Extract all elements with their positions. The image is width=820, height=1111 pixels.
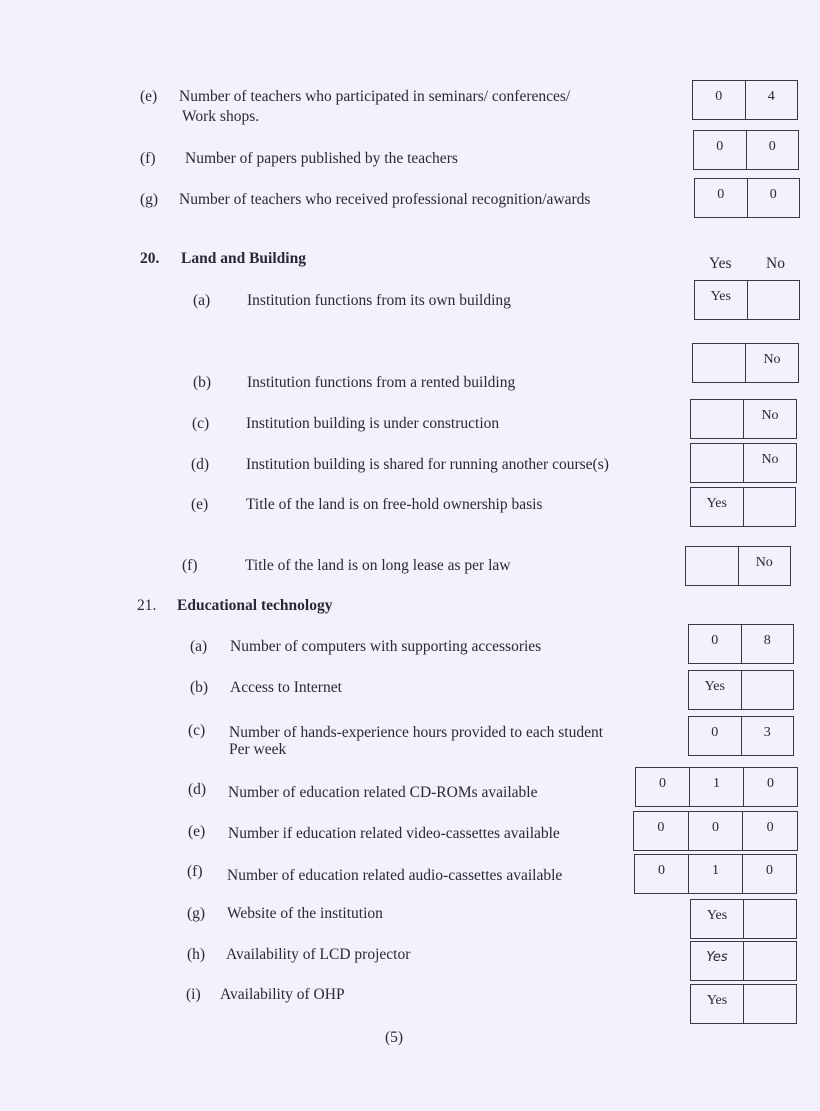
item-label: (d) xyxy=(188,781,207,798)
answer-cell: 0 xyxy=(743,768,797,806)
item-text: Access to Internet xyxy=(230,679,342,696)
answer-cell: 0 xyxy=(658,863,665,878)
answer-cell xyxy=(686,547,738,585)
item-text: Institution functions from a rented building xyxy=(247,374,516,391)
item-label: (a) xyxy=(193,292,211,309)
answer-cell: 0 xyxy=(746,131,799,169)
answer-box xyxy=(688,624,794,664)
item-text: Institution building is shared for running another course(s) xyxy=(246,456,609,473)
answer-cell xyxy=(743,942,796,980)
item-label: (f) xyxy=(140,150,156,167)
answer-cell: 0 xyxy=(657,820,665,835)
item-label: (b) xyxy=(193,374,212,391)
item-text-line2: Per week xyxy=(229,741,287,758)
answer-cell: 0 xyxy=(711,725,719,740)
item-text: Institution building is under construction xyxy=(246,415,500,432)
item-text: Number of education related audio-cassettes available xyxy=(227,867,563,884)
answer-cell xyxy=(693,344,745,382)
item-text: Number of hands-experience hours provided to each student xyxy=(229,724,604,741)
item-label: (f) xyxy=(182,557,198,574)
answer-cell: 0 xyxy=(716,139,724,154)
item-text: Number of teachers who participated in seminars/ conferences/ xyxy=(179,88,571,105)
answer-cell: 1 xyxy=(689,768,743,806)
answer-box xyxy=(690,941,797,981)
answer-cell xyxy=(741,671,794,709)
answer-cell: 0 xyxy=(742,855,796,893)
answer-box xyxy=(685,546,791,586)
item-label: (f) xyxy=(187,863,203,880)
item-text: Number of teachers who received professional recognition/awards xyxy=(179,191,591,208)
item-label: (c) xyxy=(188,722,206,739)
item-text: Title of the land is on free-hold ownership basis xyxy=(246,496,543,513)
answer-cell xyxy=(743,488,796,526)
answer-cell: Yes xyxy=(704,679,725,694)
answer-box xyxy=(633,811,798,851)
answer-cell: 0 xyxy=(717,187,725,202)
answer-cell xyxy=(743,985,796,1023)
answer-box xyxy=(692,343,799,383)
answer-cell: Yes xyxy=(706,496,727,511)
answer-cell xyxy=(691,444,743,482)
answer-cell: 0 xyxy=(659,776,666,791)
item-label: (a) xyxy=(190,638,208,655)
item-text-line2: Work shops. xyxy=(182,108,260,125)
answer-box xyxy=(690,984,797,1024)
answer-cell: 3 xyxy=(741,717,794,755)
item-text: Number of education related CD-ROMs available xyxy=(228,784,538,801)
answer-cell-handwritten: Yes xyxy=(706,950,728,965)
page-number: (5) xyxy=(385,1029,404,1046)
item-label: (e) xyxy=(140,88,158,105)
answer-box xyxy=(692,80,798,120)
answer-box xyxy=(694,280,800,320)
answer-cell: Yes xyxy=(706,993,728,1008)
section-number: 20. xyxy=(140,250,160,267)
answer-cell: No xyxy=(745,344,798,382)
answer-box xyxy=(634,854,797,894)
answer-box xyxy=(635,767,798,807)
item-text: Availability of LCD projector xyxy=(226,946,411,963)
answer-cell: 1 xyxy=(688,855,742,893)
answer-box xyxy=(688,716,794,756)
item-text: Title of the land is on long lease as per law xyxy=(245,557,511,574)
answer-cell: No xyxy=(738,547,791,585)
answer-cell: 0 xyxy=(711,633,719,648)
item-label: (i) xyxy=(186,986,201,1003)
item-label: (g) xyxy=(187,905,206,922)
item-text: Availability of OHP xyxy=(220,986,345,1003)
section-title: Educational technology xyxy=(177,597,333,614)
item-label: (c) xyxy=(192,415,210,432)
item-label: (d) xyxy=(191,456,210,473)
item-text: Website of the institution xyxy=(227,905,383,922)
answer-box xyxy=(690,899,797,939)
item-label: (e) xyxy=(191,496,209,513)
answer-cell: No xyxy=(743,400,796,438)
answer-cell: 0 xyxy=(688,812,743,850)
item-label: (g) xyxy=(140,191,159,208)
answer-box xyxy=(690,399,797,439)
answer-box xyxy=(693,130,799,170)
answer-box xyxy=(688,670,794,710)
answer-cell: Yes xyxy=(710,289,731,304)
column-header-yes: Yes xyxy=(709,255,732,272)
item-label: (h) xyxy=(187,946,206,963)
answer-cell: 4 xyxy=(745,81,798,119)
item-label: (b) xyxy=(190,679,209,696)
answer-cell: 0 xyxy=(742,812,797,850)
answer-cell xyxy=(747,281,800,319)
column-header-no: No xyxy=(766,255,785,272)
answer-cell: No xyxy=(743,444,796,482)
answer-box xyxy=(690,443,797,483)
answer-cell: Yes xyxy=(706,908,728,923)
item-text: Number if education related video-cassettes available xyxy=(228,825,560,842)
answer-cell: 0 xyxy=(715,89,723,104)
section-title: Land and Building xyxy=(181,250,306,267)
answer-cell: 8 xyxy=(741,625,794,663)
answer-cell: 0 xyxy=(747,179,800,217)
section-number: 21. xyxy=(137,597,157,614)
answer-cell xyxy=(691,400,743,438)
item-label: (e) xyxy=(188,823,206,840)
answer-box xyxy=(690,487,796,527)
answer-cell xyxy=(743,900,796,938)
item-text: Institution functions from its own building xyxy=(247,292,511,309)
item-text: Number of papers published by the teachers xyxy=(185,150,458,167)
item-text: Number of computers with supporting accessories xyxy=(230,638,542,655)
answer-box xyxy=(694,178,800,218)
